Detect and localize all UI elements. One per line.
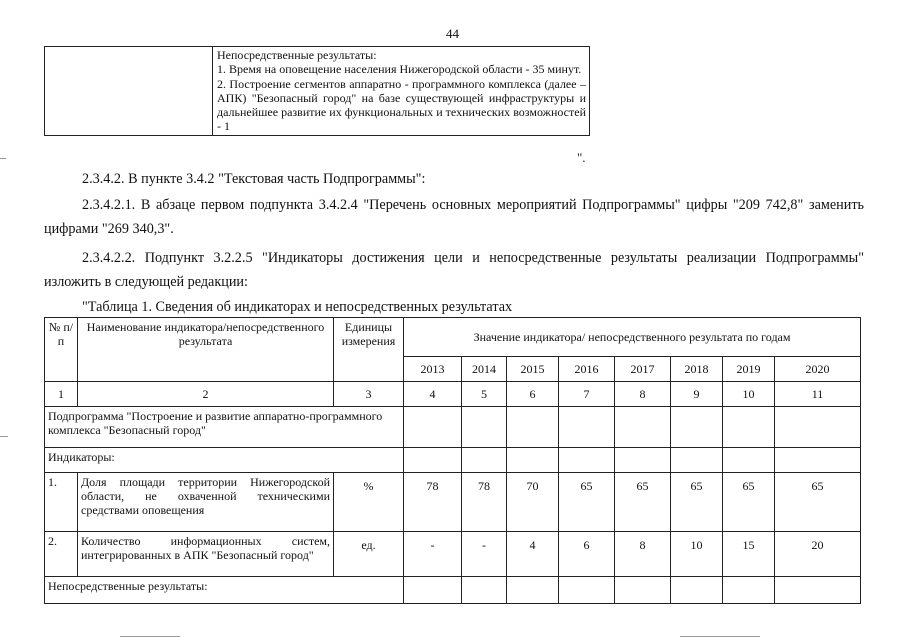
continued-table-fragment [44, 46, 590, 136]
empty-cell [507, 577, 559, 604]
empty-cell [671, 448, 723, 473]
column-number: 7 [559, 382, 615, 407]
row-num: 2. [45, 532, 78, 577]
row-value: 10 [671, 532, 723, 577]
column-number: 4 [404, 382, 462, 407]
empty-cell [45, 47, 213, 136]
table-row [45, 473, 861, 532]
direct-results-label: Непосредственные результаты: [45, 577, 404, 604]
empty-cell [462, 448, 507, 473]
indicators-table [44, 317, 861, 604]
row-value: 78 [404, 473, 462, 532]
empty-cell [723, 577, 775, 604]
row-value: 4 [507, 532, 559, 577]
scan-mark [0, 436, 8, 437]
header-values: Значение индикатора/ непосредственного результата по годам [404, 318, 861, 357]
paragraph-2-3-4-2-2: 2.3.4.2.2. Подпункт 3.2.2.5 "Индикаторы достижения цели и непосредственные результаты реализации Подпрограммы" изложить в следующей редакции: [44, 250, 864, 290]
empty-cell [775, 448, 861, 473]
column-number: 6 [507, 382, 559, 407]
indicators-label: Индикаторы: [45, 448, 404, 473]
empty-cell [559, 448, 615, 473]
row-name: Доля площади территории Нижегородской области, не охваченной техническими средствами оповещения [78, 473, 334, 532]
row-unit: ед. [334, 532, 404, 577]
row-value: 8 [615, 532, 671, 577]
empty-cell [507, 407, 559, 448]
page-number: 44 [446, 26, 459, 41]
column-number: 11 [775, 382, 861, 407]
result-item-2: 2. Построение сегментов аппаратно - программного комплекса (далее –АПК) "Безопасный город" на базе существующей инфраструктуры и дальнейшее развитие их функциональных и технических возможностей - 1 [217, 76, 586, 134]
empty-cell [462, 407, 507, 448]
row-num: 1. [45, 473, 78, 532]
header-name: Наименование индикатора/непосредственного результата [78, 318, 334, 382]
column-number: 10 [723, 382, 775, 407]
row-value: 65 [615, 473, 671, 532]
header-num: № п/п [45, 318, 78, 382]
empty-cell [404, 577, 462, 604]
empty-cell [615, 577, 671, 604]
row-value: - [404, 532, 462, 577]
column-number: 9 [671, 382, 723, 407]
row-value: 65 [671, 473, 723, 532]
row-name: Количество информационных систем, интегрированных в АПК "Безопасный город" [78, 532, 334, 577]
empty-cell [559, 577, 615, 604]
column-number: 8 [615, 382, 671, 407]
empty-cell [615, 407, 671, 448]
year-cell: 2015 [507, 357, 559, 382]
column-number: 1 [45, 382, 78, 407]
scan-mark [120, 636, 180, 637]
row-value: 20 [775, 532, 861, 577]
empty-cell [671, 407, 723, 448]
row-value: 6 [559, 532, 615, 577]
empty-cell [462, 577, 507, 604]
empty-cell [404, 407, 462, 448]
row-value: 65 [723, 473, 775, 532]
empty-cell [723, 448, 775, 473]
row-value: 65 [775, 473, 861, 532]
empty-cell [723, 407, 775, 448]
empty-cell [404, 448, 462, 473]
row-value: - [462, 532, 507, 577]
empty-cell [671, 577, 723, 604]
year-cell: 2017 [615, 357, 671, 382]
table-caption: "Таблица 1. Сведения об индикаторах и непосредственных результатах [82, 299, 513, 315]
empty-cell [775, 577, 861, 604]
row-value: 65 [559, 473, 615, 532]
empty-cell [615, 448, 671, 473]
paragraph-2-3-4-2-1: 2.3.4.2.1. В абзаце первом подпункта 3.4.2.4 "Перечень основных мероприятий Подпрограммы" цифры "209 742,8" заменить цифрами "269 340,3". [44, 197, 864, 237]
empty-cell [507, 448, 559, 473]
header-unit: Единицы измерения [334, 318, 404, 382]
row-value: 70 [507, 473, 559, 532]
row-unit: % [334, 473, 404, 532]
closing-quote: ". [577, 150, 586, 165]
scan-mark [0, 158, 6, 159]
row-value: 15 [723, 532, 775, 577]
column-number: 5 [462, 382, 507, 407]
year-cell: 2016 [559, 357, 615, 382]
year-cell: 2018 [671, 357, 723, 382]
year-cell: 2019 [723, 357, 775, 382]
empty-cell [559, 407, 615, 448]
year-cell: 2014 [462, 357, 507, 382]
row-value: 78 [462, 473, 507, 532]
results-heading: Непосредственные результаты: [217, 48, 377, 62]
paragraph-2-3-4-2: 2.3.4.2. В пункте 3.4.2 "Текстовая часть Подпрограммы": [82, 171, 426, 187]
empty-cell [775, 407, 861, 448]
result-item-1: 1. Время на оповещение населения Нижегородской области - 35 минут. [217, 62, 582, 77]
table-row [45, 532, 861, 577]
scan-mark [680, 636, 760, 637]
direct-results-cell [213, 47, 590, 136]
column-number: 3 [334, 382, 404, 407]
subprogram-label: Подпрограмма "Построение и развитие аппаратно-программного комплекса "Безопасный город" [45, 407, 404, 448]
year-cell: 2013 [404, 357, 462, 382]
column-number: 2 [78, 382, 334, 407]
year-cell: 2020 [775, 357, 861, 382]
